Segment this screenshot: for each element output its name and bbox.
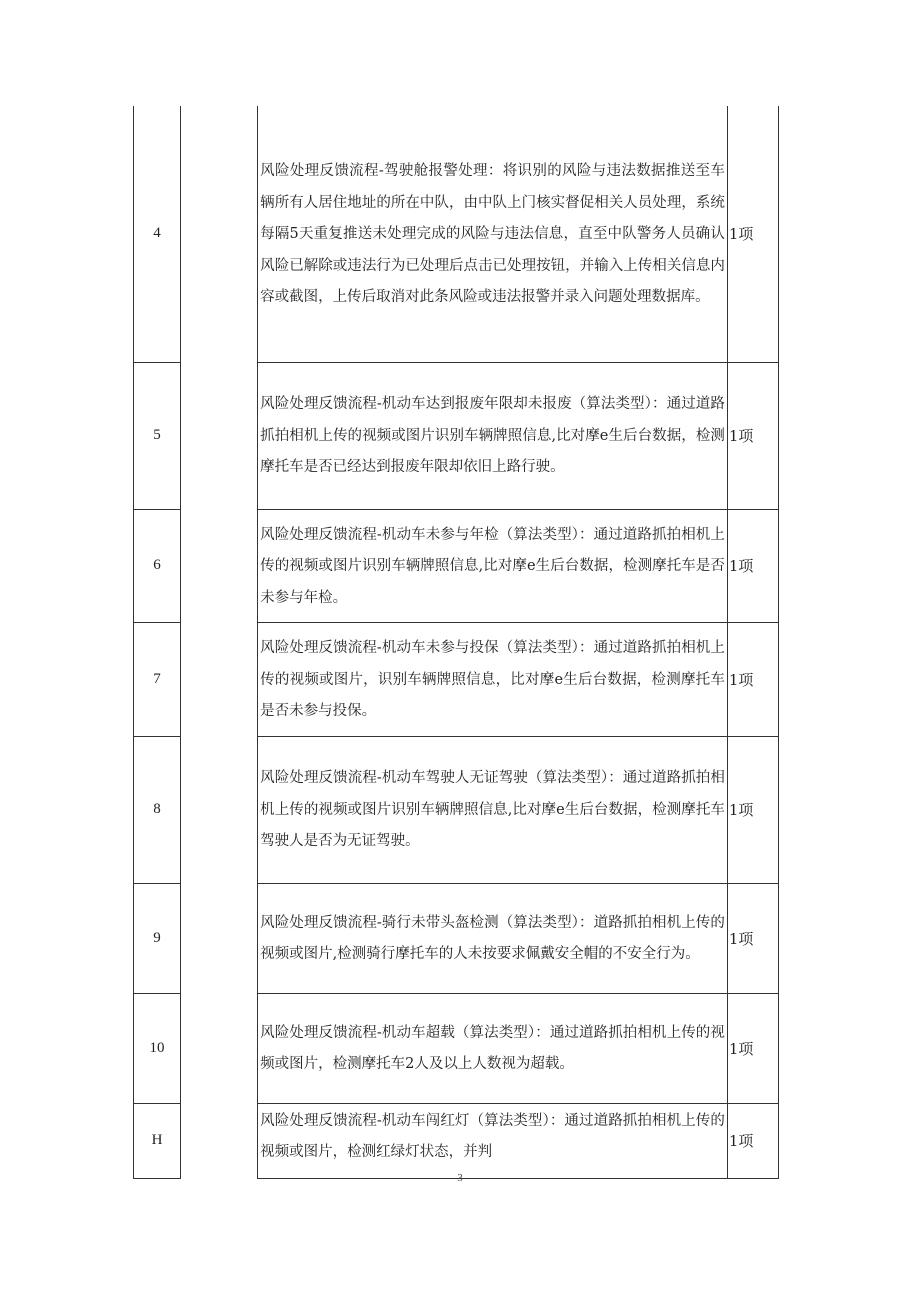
row-description: 风险处理反馈流程-机动车达到报废年限却未报废（算法类型）：通过道路抓拍相机上传的视频或图片识别车辆牌照信息,比对摩e生后台数据，检测摩托车是否已经达到报废年限却依旧上路行驶。 [258,362,728,509]
row-quantity: 1项 [727,362,778,509]
row-quantity: 1项 [727,106,778,362]
table-row [134,106,779,362]
row-description: 风险处理反馈流程-骑行未带头盔检测（算法类型）：道路抓拍相机上传的视频或图片,检测骑行摩托车的人未按要求佩戴安全帽的不安全行为。 [258,883,728,993]
row-number: 7 [134,623,181,737]
row-description: 风险处理反馈流程-驾驶舱报警处理：将识别的风险与违法数据推送至车辆所有人居住地址的所在中队，由中队上门核实督促相关人员处理，系统每隔5天重复推送未处理完成的风险与违法信息，直至中队警务人员确认风险已解除或违法行为已处理后点击已处理按钮，并输入上传相关信息内容或截图，上传后取消对此条风险或违法报警并录入问题处理数据库。 [258,106,728,362]
row-quantity: 1项 [727,736,778,883]
row-description: 风险处理反馈流程-机动车未参与投保（算法类型）：通过道路抓拍相机上传的视频或图片，识别车辆牌照信息，比对摩e生后台数据，检测摩托车是否未参与投保。 [258,623,728,737]
row-number: 6 [134,509,181,623]
row-quantity: 1项 [727,509,778,623]
row-number: 4 [134,106,181,362]
requirements-table [133,106,779,1179]
row-number: H [134,1103,181,1178]
row-quantity: 1项 [727,993,778,1103]
row-quantity: 1项 [727,623,778,737]
row-quantity: 1项 [727,1103,778,1178]
row-description: 风险处理反馈流程-机动车未参与年检（算法类型）：通过道路抓拍相机上传的视频或图片识别车辆牌照信息,比对摩e生后台数据，检测摩托车是否未参与年检。 [258,509,728,623]
row-description: 风险处理反馈流程-机动车超载（算法类型）：通过道路抓拍相机上传的视频或图片，检测摩托车2人及以上人数视为超载。 [258,993,728,1103]
row-number: 9 [134,883,181,993]
row-quantity: 1项 [727,883,778,993]
row-description: 风险处理反馈流程-机动车驾驶人无证驾驶（算法类型）：通过道路抓拍相机上传的视频或图片识别车辆牌照信息,比对摩e生后台数据，检测摩托车驾驶人是否为无证驾驶。 [258,736,728,883]
row-number: 10 [134,993,181,1103]
merged-empty-cell [181,106,258,1178]
row-number: 8 [134,736,181,883]
row-description: 风险处理反馈流程-机动车闯红灯（算法类型）：通过道路抓拍相机上传的视频或图片，检测红绿灯状态，并判 [258,1103,728,1178]
page-number: 3 [457,1172,463,1184]
row-number: 5 [134,362,181,509]
